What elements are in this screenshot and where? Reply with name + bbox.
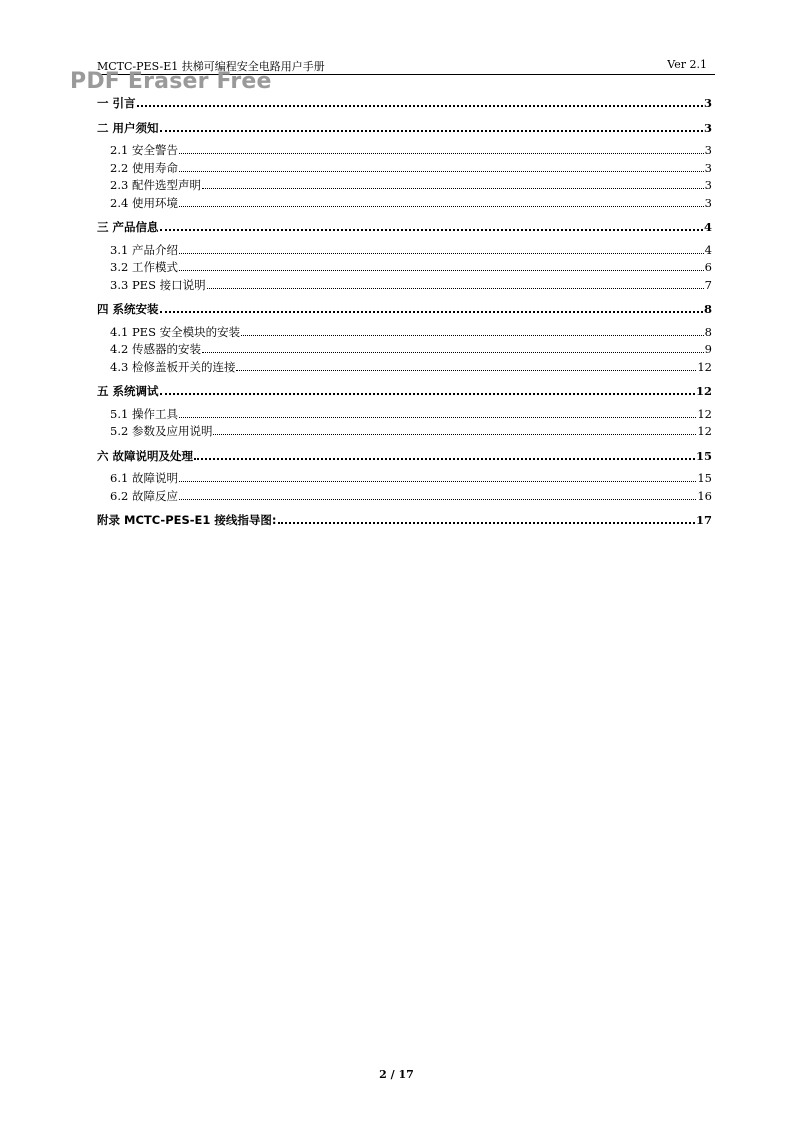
toc-entry-label: 6.2 故障反应	[110, 488, 178, 503]
toc-dot-leader	[194, 458, 695, 460]
toc-entry-label: 3.1 产品介绍	[110, 242, 178, 257]
toc-section-entry[interactable]	[97, 406, 712, 424]
toc-entry-page: 3	[704, 195, 712, 210]
toc-dot-leader	[179, 206, 704, 207]
toc-entry-page: 8	[704, 324, 712, 339]
table-of-contents	[97, 95, 712, 530]
toc-entry-label: 2.1 安全警告	[110, 143, 178, 157]
toc-chapter-entry[interactable]	[97, 219, 712, 237]
toc-dot-leader	[160, 393, 695, 395]
toc-entry-label: 四 系统安装	[97, 302, 159, 316]
toc-dot-leader	[236, 370, 696, 371]
toc-entry-label: 三 产品信息	[97, 220, 159, 234]
toc-dot-leader	[213, 434, 696, 435]
toc-entry-page: 7	[704, 277, 712, 292]
toc-section-entry[interactable]	[97, 277, 712, 295]
toc-entry-page: 3	[703, 120, 712, 135]
toc-dot-leader	[179, 417, 696, 418]
page-number: 2 / 17	[379, 1068, 414, 1081]
toc-chapter-entry[interactable]	[97, 448, 712, 466]
toc-entry-page: 15	[697, 471, 712, 485]
toc-entry-label: 6.1 故障说明	[110, 471, 178, 485]
toc-entry-label: 2.3 配件选型声明	[110, 178, 201, 192]
toc-dot-leader	[179, 499, 696, 500]
toc-dot-leader	[202, 188, 704, 189]
toc-section-entry[interactable]	[97, 177, 712, 195]
toc-entry-label: 4.1 PES 安全模块的安装	[110, 324, 241, 339]
toc-chapter-entry[interactable]	[97, 383, 712, 401]
toc-entry-label: 3.2 工作模式	[110, 260, 178, 274]
toc-entry-page: 9	[704, 342, 712, 356]
toc-section-entry[interactable]	[97, 195, 712, 213]
toc-section-entry[interactable]	[97, 470, 712, 488]
toc-entry-label: 六 故障说明及处理	[97, 448, 194, 463]
toc-section-entry[interactable]	[97, 359, 712, 377]
toc-dot-leader	[202, 352, 704, 353]
toc-chapter-entry[interactable]	[97, 512, 712, 530]
toc-entry-page: 3	[703, 96, 712, 110]
toc-chapter-entry[interactable]	[97, 120, 712, 138]
toc-entry-page: 3	[704, 143, 712, 157]
toc-entry-page: 3	[704, 160, 712, 175]
toc-dot-leader	[160, 311, 703, 313]
toc-dot-leader	[278, 522, 695, 524]
toc-entry-page: 4	[703, 220, 712, 234]
toc-entry-label: 3.3 PES 接口说明	[110, 277, 206, 292]
toc-entry-label: 二 用户须知	[97, 120, 159, 135]
toc-dot-leader	[179, 171, 704, 172]
toc-entry-label: 2.2 使用寿命	[110, 160, 178, 175]
toc-chapter-entry[interactable]	[97, 95, 712, 113]
toc-section-entry[interactable]	[97, 423, 712, 441]
toc-entry-label: 五 系统调试	[97, 384, 159, 398]
toc-entry-page: 17	[695, 513, 712, 527]
toc-entry-page: 6	[704, 260, 712, 274]
toc-dot-leader	[160, 130, 703, 132]
toc-entry-label: 5.2 参数及应用说明	[110, 424, 213, 438]
toc-entry-page: 15	[695, 448, 712, 463]
toc-entry-label: 一 引言	[97, 96, 136, 110]
toc-section-entry[interactable]	[97, 259, 712, 277]
toc-entry-page: 16	[697, 488, 712, 503]
toc-entry-label: 4.2 传感器的安装	[110, 342, 201, 356]
toc-dot-leader	[160, 229, 703, 231]
toc-dot-leader	[137, 105, 703, 107]
toc-entry-page: 8	[703, 302, 712, 316]
toc-section-entry[interactable]	[97, 488, 712, 506]
toc-entry-page: 12	[697, 359, 712, 374]
watermark: PDF Eraser Free	[70, 69, 272, 94]
document-version: Ver 2.1	[667, 58, 707, 71]
toc-section-entry[interactable]	[97, 160, 712, 178]
toc-section-entry[interactable]	[97, 142, 712, 160]
toc-entry-label: 5.1 操作工具	[110, 406, 178, 421]
toc-entry-label: 2.4 使用环境	[110, 195, 178, 210]
toc-entry-page: 12	[697, 406, 712, 421]
toc-dot-leader	[179, 153, 704, 154]
toc-dot-leader	[179, 270, 704, 271]
toc-entry-label: 附录 MCTC-PES-E1 接线指导图:	[97, 513, 277, 527]
toc-entry-page: 4	[704, 242, 712, 257]
toc-chapter-entry[interactable]	[97, 301, 712, 319]
toc-entry-page: 12	[695, 384, 712, 398]
toc-dot-leader	[179, 481, 696, 482]
toc-entry-page: 12	[697, 424, 712, 438]
toc-dot-leader	[179, 253, 704, 254]
toc-section-entry[interactable]	[97, 341, 712, 359]
toc-dot-leader	[207, 288, 704, 289]
toc-dot-leader	[241, 335, 704, 336]
document-title: MCTC-PES-E1 扶梯可编程安全电路用户手册	[97, 60, 325, 73]
toc-section-entry[interactable]	[97, 324, 712, 342]
toc-section-entry[interactable]	[97, 242, 712, 260]
toc-entry-label: 4.3 检修盖板开关的连接	[110, 359, 236, 374]
toc-entry-page: 3	[704, 178, 712, 192]
